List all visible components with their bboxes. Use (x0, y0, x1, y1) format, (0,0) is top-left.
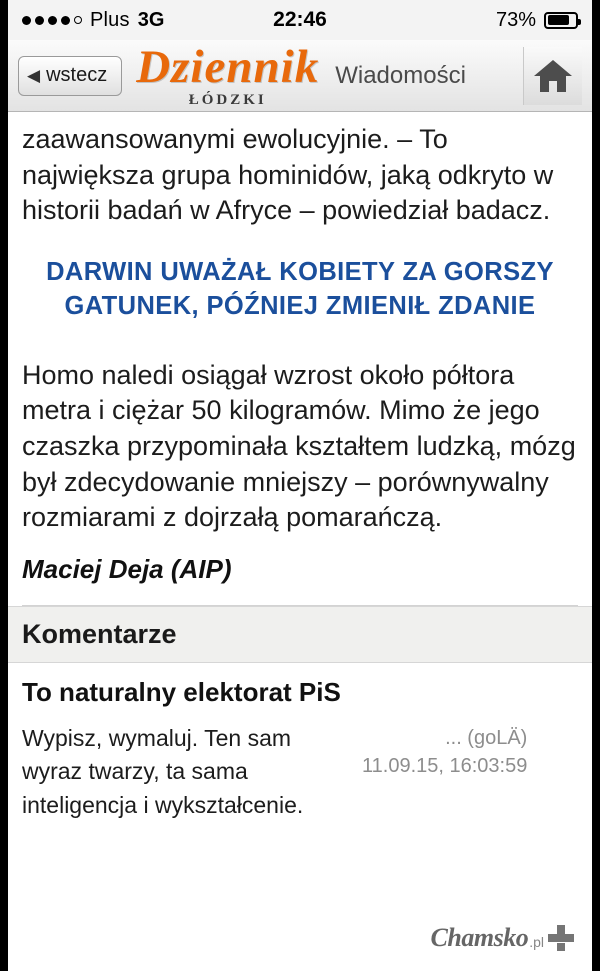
related-article-link[interactable]: DARWIN UWAŻAŁ KOBIETY ZA GORSZY GATUNEK, PÓŹNIEJ ZMIENIŁ ZDANIE (46, 257, 554, 321)
site-header (8, 40, 592, 112)
site-logo-sub: ŁÓDZKI (188, 91, 267, 108)
status-bar-right (496, 9, 578, 32)
site-logo-main: Dziennik (136, 40, 320, 93)
article-paragraph-2: Homo naledi osiągał wzrost około półtora metra i ciężar 50 kilogramów. Mimo że jego czaszka przypominała kształtem ludzką, mózg był zdecydowanie mniejszy – porównywalny rozmiarami z dojrzałą pomarańczą. (22, 359, 576, 533)
comments-section-heading: Komentarze (8, 606, 592, 663)
comment-author: ... (goLÄ) (445, 726, 528, 749)
comment-timestamp: 11.09.15, 16:03:59 (362, 754, 528, 777)
network-type-label: 3G (137, 8, 165, 31)
watermark-cross-icon (548, 925, 574, 951)
carrier-label: Plus (90, 8, 130, 31)
back-button[interactable] (18, 56, 122, 96)
watermark-tld: .pl (529, 934, 544, 950)
article-content (8, 112, 592, 606)
battery-percent-label: 73% (495, 8, 536, 31)
signal-strength-icon (22, 16, 82, 25)
comment-text: Wypisz, wymaluj. Ten sam wyraz twarzy, ta sama inteligencja i wykształcenie. (22, 724, 304, 818)
watermark (431, 923, 574, 953)
home-button[interactable] (523, 47, 582, 105)
comment-body (22, 722, 578, 822)
watermark-name: Chamsko (430, 923, 529, 952)
back-button-label: wstecz (46, 64, 108, 86)
battery-icon (544, 12, 578, 29)
comment-title[interactable]: To naturalny elektorat PiS (22, 676, 341, 707)
article-paragraph-1: zaawansowanymi ewolucyjnie. – To największa grupa hominidów, jaką odkryto w historii badań w Afryce – powiedział badacz. (22, 124, 554, 226)
comment-meta (362, 722, 527, 822)
home-icon (533, 58, 573, 94)
section-label: Wiadomości (335, 61, 466, 89)
status-bar-left (22, 9, 164, 32)
clock-label: 22:46 (273, 8, 327, 31)
site-logo[interactable] (136, 40, 320, 108)
article-byline: Maciej Deja (AIP) (22, 553, 232, 584)
comment-item (8, 663, 592, 822)
chevron-left-icon: ◀ (27, 66, 41, 85)
status-bar (8, 0, 592, 40)
